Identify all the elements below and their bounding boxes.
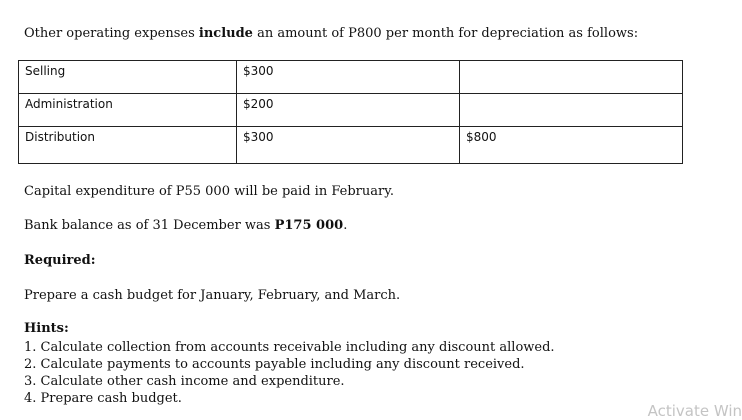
prepare-instruction: Prepare a cash budget for January, February, and March. (24, 288, 401, 303)
row-amount: $300 (237, 61, 460, 94)
capex-paragraph: Capital expenditure of P55 000 will be paid in February. (24, 184, 394, 199)
row-label: Administration (19, 94, 237, 127)
bank-balance-paragraph (24, 218, 347, 234)
bank-balance-amount: P175 000 (274, 218, 344, 233)
hint-item: 3. Calculate other cash income and expenditure. (24, 374, 345, 389)
hints-heading: Hints: (24, 321, 69, 336)
document-page (24, 0, 724, 420)
intro-text-start: Other operating expenses (24, 26, 199, 41)
table-row (19, 94, 683, 127)
required-heading: Required: (24, 253, 96, 268)
hint-item: 1. Calculate collection from accounts receivable including any discount allowed. (24, 340, 555, 355)
row-total (460, 94, 683, 127)
depreciation-table (18, 60, 683, 164)
hint-item: 2. Calculate payments to accounts payable including any discount received. (24, 357, 525, 372)
row-label: Selling (19, 61, 237, 94)
bank-balance-end: . (343, 218, 348, 233)
table-row (19, 61, 683, 94)
row-amount: $300 (237, 127, 460, 164)
hint-item: 4. Prepare cash budget. (24, 391, 182, 406)
intro-text-end: an amount of P800 per month for depreciation as follows: (252, 26, 639, 41)
bank-balance-text: Bank balance as of 31 December was (24, 218, 275, 233)
intro-paragraph (24, 26, 638, 42)
row-total: $800 (460, 127, 683, 164)
row-amount: $200 (237, 94, 460, 127)
activation-watermark: Activate Win (647, 402, 742, 420)
table-row (19, 127, 683, 164)
intro-bold-word: include (198, 26, 253, 41)
row-total (460, 61, 683, 94)
row-label: Distribution (19, 127, 237, 164)
